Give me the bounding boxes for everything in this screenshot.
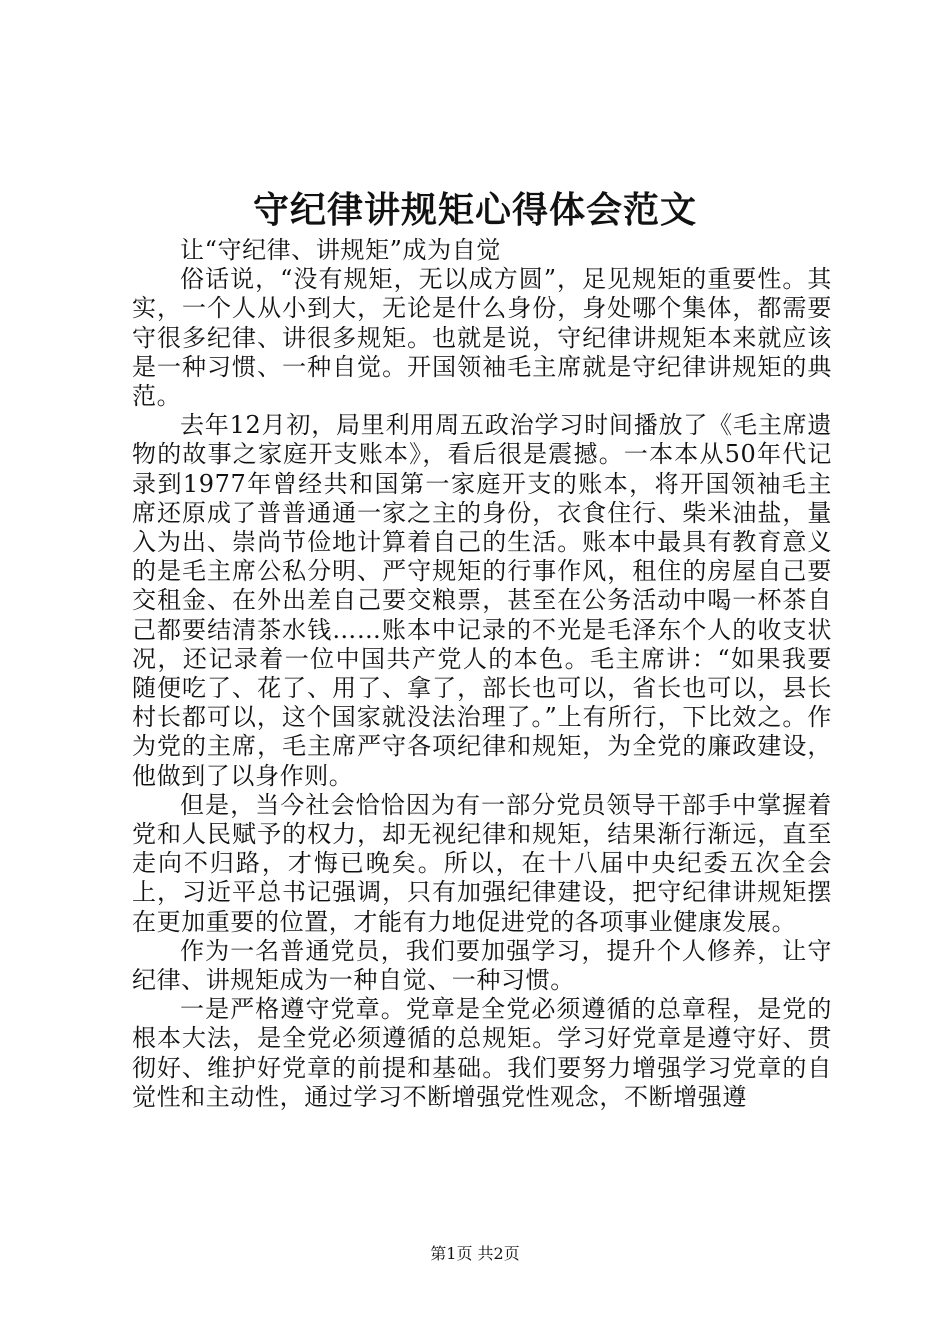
page-number-footer: 第1页 共2页: [430, 1244, 520, 1263]
paragraph: 一是严格遵守党章。党章是全党必须遵循的总章程，是党的根本大法，是全党必须遵循的总规矩。学习好党章是遵守好、贯彻好、维护好党章的前提和基础。我们要努力增强学习党章的自觉性和主动性，通过学习不断增强党性观念，不断增强遵: [132, 995, 832, 1111]
document-title: 守纪律讲规矩心得体会范文: [252, 189, 697, 231]
paragraph: 俗话说，“没有规矩，无以成方圆”，足见规矩的重要性。其实，一个人从小到大，无论是什么身份，身处哪个集体，都需要守很多纪律、讲很多规矩。也就是说，守纪律讲规矩本来就应该是一种习惯、一种自觉。开国领袖毛主席就是守纪律讲规矩的典范。: [132, 265, 832, 411]
paragraph: 作为一名普通党员，我们要加强学习，提升个人修养，让守纪律、讲规矩成为一种自觉、一种习惯。: [132, 936, 832, 995]
document-body: [132, 236, 832, 1112]
paragraph: 去年12月初，局里利用周五政治学习时间播放了《毛主席遗物的故事之家庭开支账本》，看后很是震撼。一本本从50年代记录到1977年曾经共和国第一家庭开支的账本，将开国领袖毛主席还原成了普普通通一家之主的身份，衣食住行、柴米油盐，量入为出、崇尚节俭地计算着自己的生活。账本中最具有教育意义的是毛主席公私分明、严守规矩的行事作风，租住的房屋自己要交租金、在外出差自己要交粮票，甚至在公务活动中喝一杯茶自己都要结清茶水钱……账本中记录的不光是毛泽东个人的收支状况，还记录着一位中国共产党人的本色。毛主席讲：“如果我要随便吃了、花了、用了、拿了，部长也可以，省长也可以，县长村长都可以，这个国家就没法治理了。”上有所行，下比效之。作为党的主席，毛主席严守各项纪律和规矩，为全党的廉政建设，他做到了以身作则。: [132, 411, 832, 790]
paragraph: 但是，当今社会恰恰因为有一部分党员领导干部手中掌握着党和人民赋予的权力，却无视纪律和规矩，结果渐行渐远，直至走向不归路，才悔已晚矣。所以，在十八届中央纪委五次全会上，习近平总书记强调，只有加强纪律建设，把守纪律讲规矩摆在更加重要的位置，才能有力地促进党的各项事业健康发展。: [132, 790, 832, 936]
paragraph-subtitle: 让“守纪律、讲规矩”成为自觉: [180, 236, 501, 264]
